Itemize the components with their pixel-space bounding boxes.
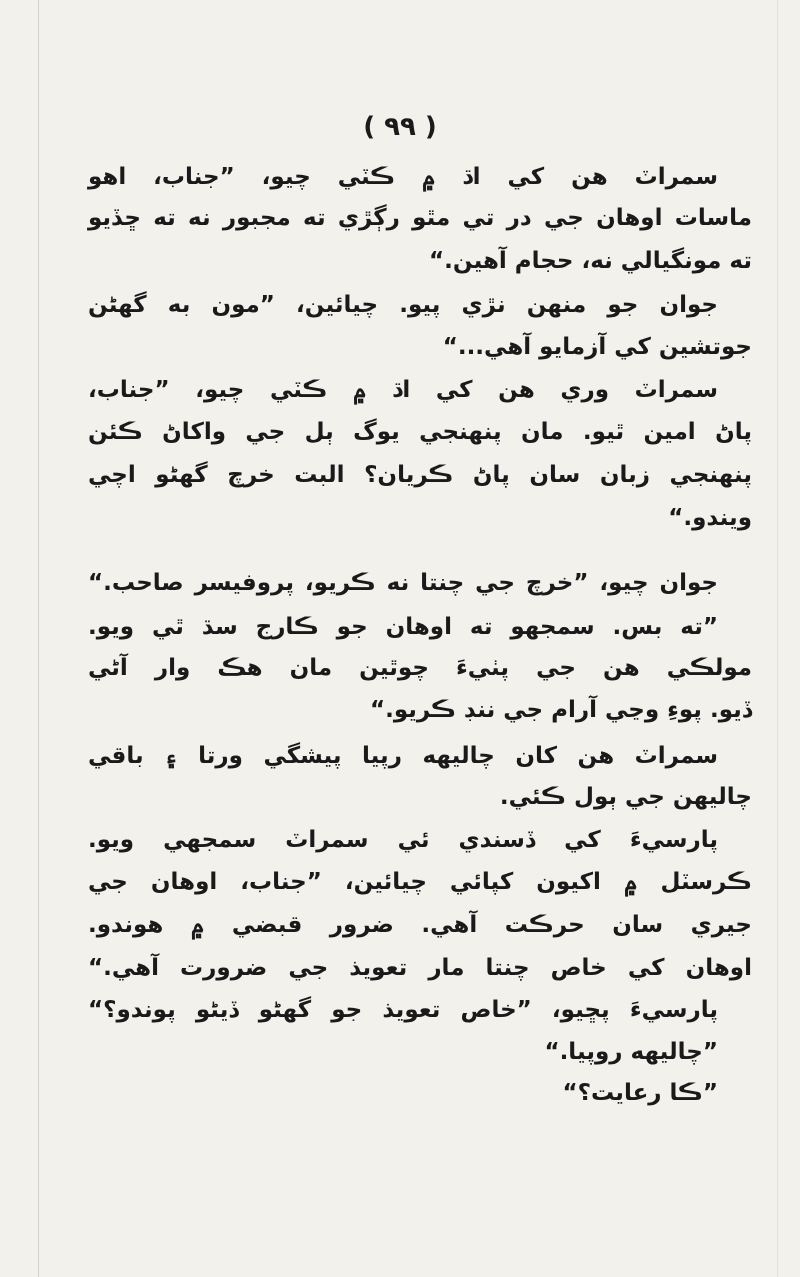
text-line: ته مونگيالي نه، حجام آهين.“ <box>429 248 752 274</box>
text-line: مولڪي هن جي پٺيءَ چوٿين مان هڪ وار آڻي <box>88 655 752 681</box>
text-line: ”چاليهه روپيا.“ <box>544 1039 718 1065</box>
page-edge <box>777 0 778 1277</box>
text-line: ڪرسٽل ۾ اکيون کپائي چيائين، ”جناب، اوهان جي <box>88 869 752 895</box>
text-line: ڏيو. پوءِ وڃي آرام جي ننڊ ڪريو.“ <box>370 697 752 723</box>
text-line: جوان چيو، ”خرچ جي چنتا نه ڪريو، پروفيسر صاحب.“ <box>88 570 718 596</box>
page-edge <box>38 0 39 1277</box>
text-line: ويندو.“ <box>668 505 752 531</box>
text-line: سمراٽ هن کي اڌ ۾ ڪٽي چيو، ”جناب، اهو <box>88 164 718 190</box>
text-line: جيري سان حرڪت آهي. ضرور قبضي ۾ هوندو. <box>88 912 752 938</box>
text-line: اوهان کي خاص چنتا مار تعويذ جي ضرورت آهي.“ <box>88 955 752 981</box>
text-line: جوان جو منهن نڙي پيو. چيائين، ”مون به گهڻن <box>88 292 718 318</box>
text-line: سمراٽ هن کان چاليهه رپيا پيشگي ورتا ۽ باقي <box>88 743 718 769</box>
text-line: ”ته بس. سمجهو ته اوهان جو ڪارج سڌ ٿي ويو. <box>88 614 718 640</box>
text-line: سمراٽ وري هن کي اڌ ۾ ڪٽي چيو، ”جناب، <box>88 377 718 403</box>
text-line: پاڻ امين ٿيو. مان پنهنجي يوگ ٻل جي واکاڻ ڪئن <box>88 419 752 445</box>
text-line: پارسيءَ پڇيو، ”خاص تعويذ جو گهڻو ڏيڻو پوندو؟“ <box>88 997 718 1023</box>
text-line: جوتشين کي آزمايو آهي...“ <box>442 334 752 360</box>
text-line: ماسات اوهان جي در تي مٿو رڳڙي ته مجبور نه ته ڇڏيو <box>88 205 752 231</box>
page-number: ( ٩٩ ) <box>363 112 437 142</box>
text-line: پنهنجي زبان سان پاڻ ڪريان؟ البت خرچ گهڻو اچي <box>88 462 752 488</box>
text-line: چاليهن جي ٻول ڪئي. <box>499 784 752 810</box>
text-line: پارسيءَ کي ڏسندي ئي سمراٽ سمجهي ويو. <box>88 827 718 853</box>
text-line: ”ڪا رعايت؟“ <box>562 1080 718 1106</box>
